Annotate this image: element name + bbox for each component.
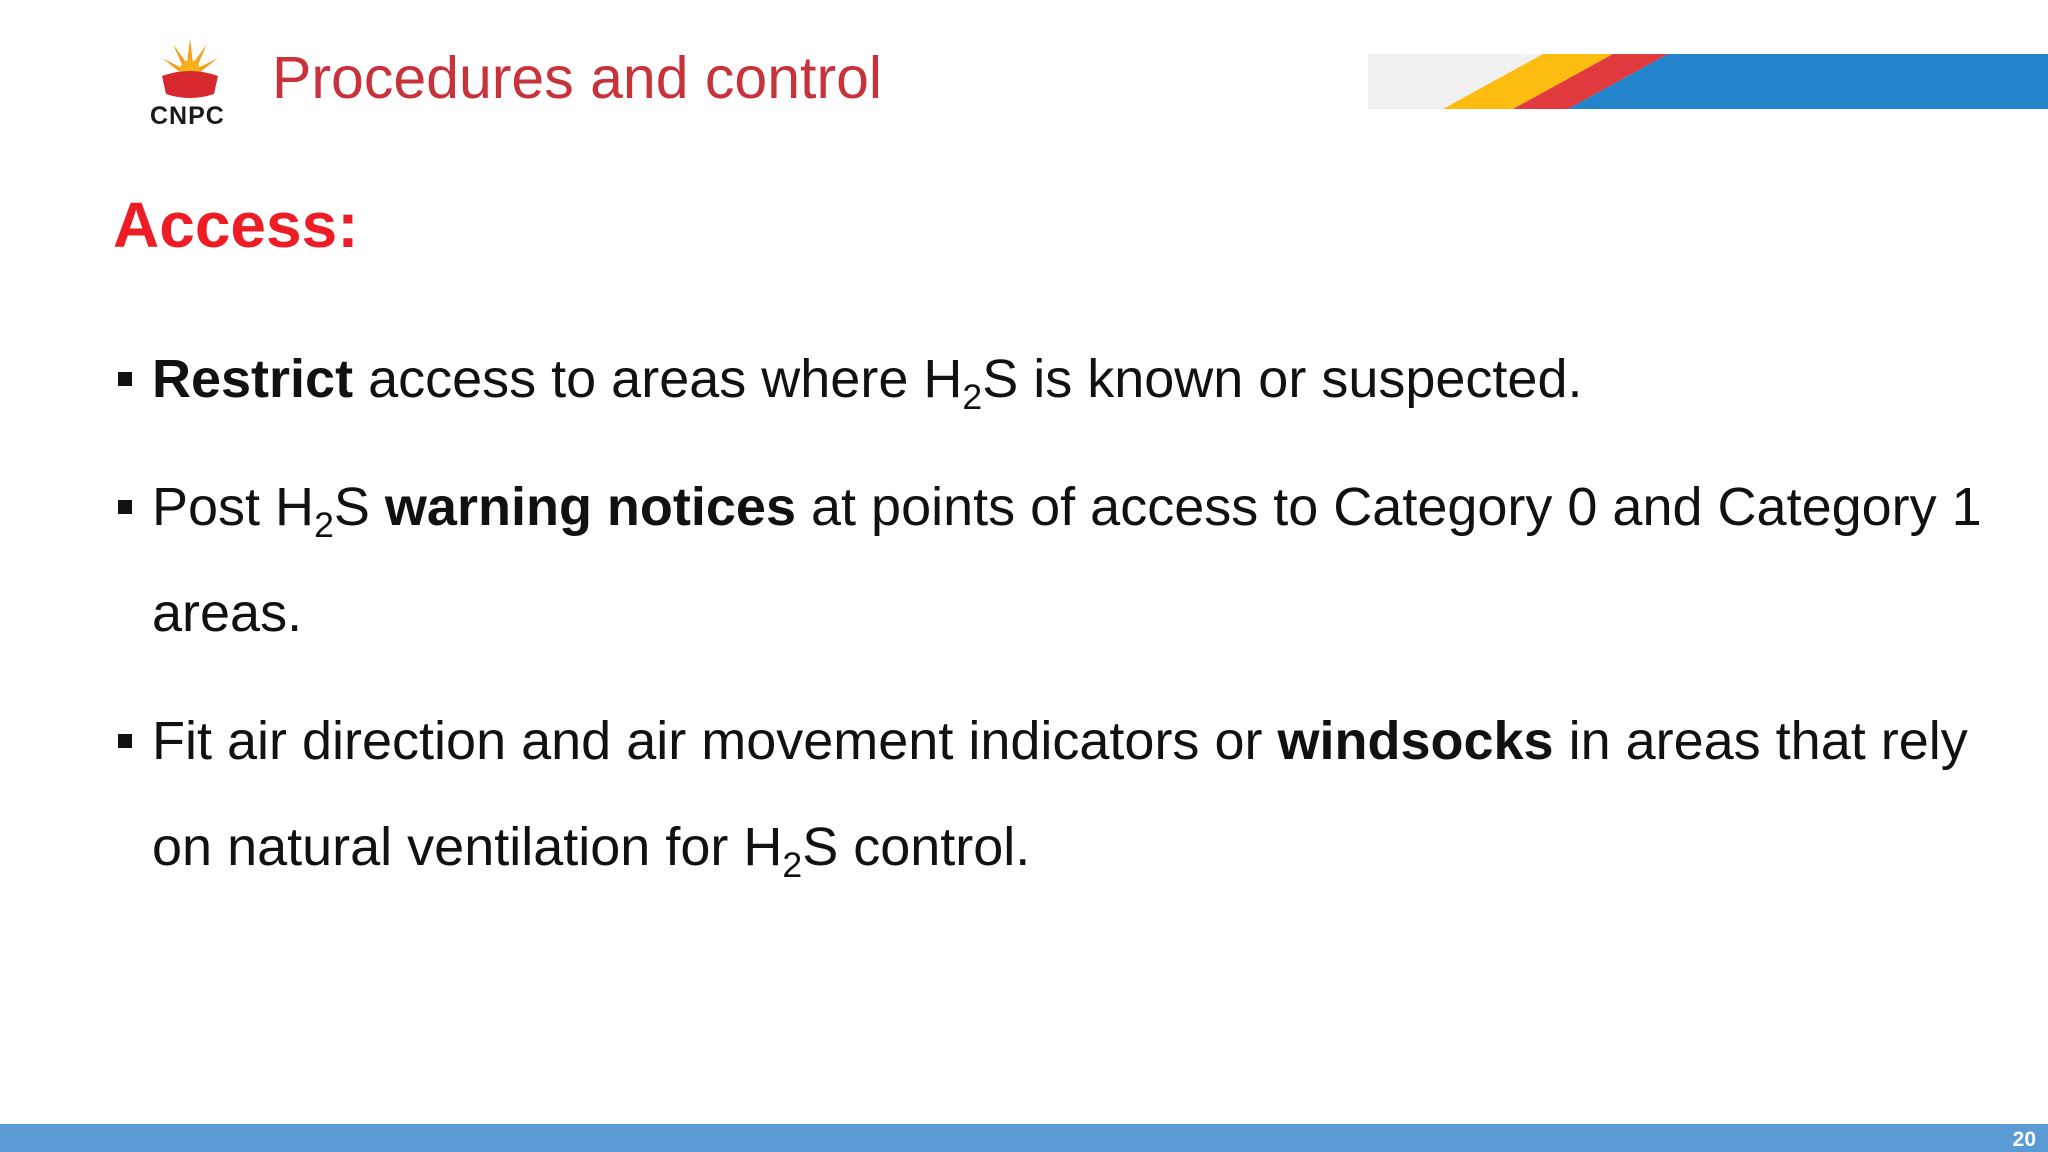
bullet-item-restrict-access [118,326,2008,432]
bullet-bold-text: windsocks [1277,711,1554,771]
bullet-text: Post H [152,477,315,537]
subscript: 2 [314,505,334,546]
bullet-text: S control. [802,817,1031,877]
bullet-text: in areas that rely on natural ventilation for H [152,711,1968,877]
cnpc-logo [140,30,240,130]
subscript: 2 [962,377,983,418]
bullet-text: S [333,477,385,537]
cnpc-sun-icon [158,34,222,102]
logo-wordmark: CNPC [150,102,225,130]
bullet-bold-text: Restrict [152,349,354,409]
bullet-bold-text: warning notices [384,477,796,537]
page-title: Procedures and control [272,45,883,111]
bullet-text: Fit air direction and air movement indicators or [152,711,1278,771]
header-stripe-banner [1368,54,2048,109]
bullet-item-windsocks [118,688,2008,900]
footer-bar [0,1124,2048,1152]
bullet-text: at points of access to Category 0 and Category 1 areas. [152,477,1982,643]
subscript: 2 [782,845,803,886]
bullet-text: S is known or suspected. [982,349,1583,409]
square-bullet-icon [118,734,132,748]
section-heading: Access: [113,189,359,261]
bullet-text: access to areas where H [353,349,963,409]
square-bullet-icon [118,372,132,386]
square-bullet-icon [118,500,132,514]
bullet-item-warning-notices [118,454,2008,666]
bullet-list [118,326,2008,922]
page-number: 20 [2012,1128,2036,1151]
